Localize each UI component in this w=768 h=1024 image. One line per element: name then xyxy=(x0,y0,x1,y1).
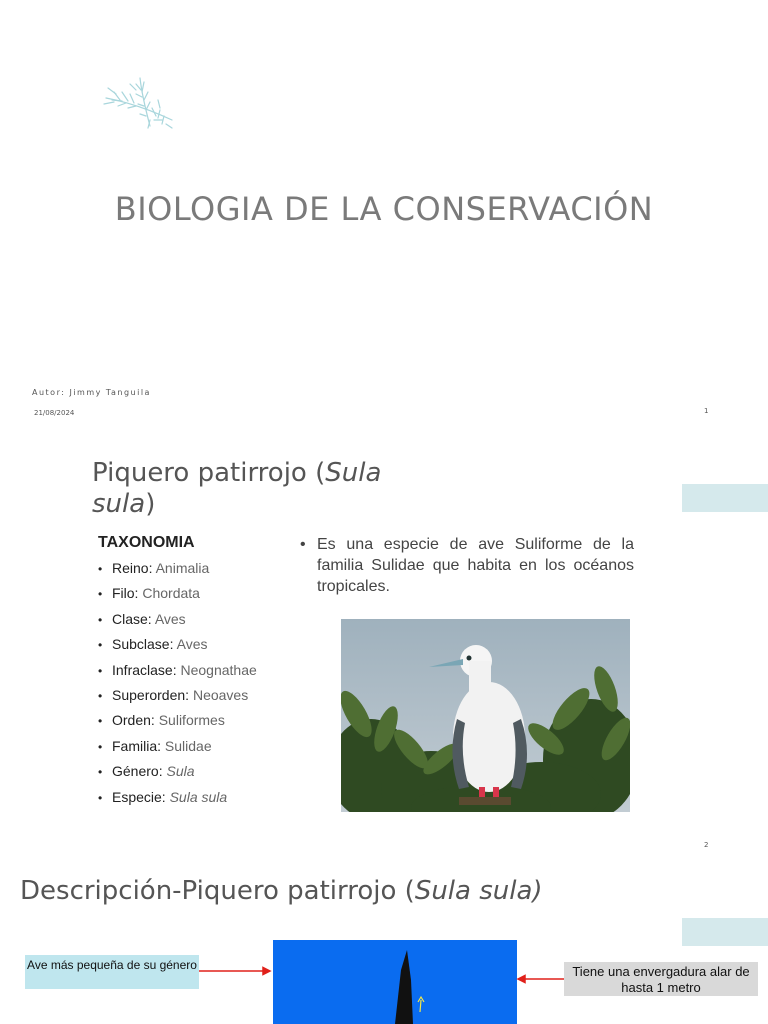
booby-silhouette-photo xyxy=(273,940,517,1024)
taxonomy-label: Infraclase: xyxy=(112,661,177,678)
title-italic-text: Sula sula xyxy=(92,458,382,519)
title-text: Piquero patirrojo ( xyxy=(92,458,326,488)
right-annotation-box: Tiene una envergadura alar de hasta 1 metro xyxy=(564,962,758,996)
bullet: • xyxy=(98,663,103,678)
taxonomy-label: Reino: xyxy=(112,560,153,576)
bullet: • xyxy=(98,739,103,754)
bullet: • xyxy=(98,638,103,653)
taxonomy-value: Neognathae xyxy=(180,661,257,678)
left-arrow-head xyxy=(263,968,270,975)
list-item xyxy=(98,683,257,708)
title-italic-text: Sula sula) xyxy=(414,876,543,906)
bullet: • xyxy=(98,790,103,805)
taxonomy-label: Filo: xyxy=(112,585,139,602)
taxonomy-list xyxy=(98,556,257,810)
left-annotation-box: Ave más pequeña de su género xyxy=(25,955,199,989)
list-item xyxy=(98,607,257,632)
taxonomy-label: Especie: xyxy=(112,788,166,805)
list-item xyxy=(98,785,257,810)
taxonomy-value: Chordata xyxy=(142,585,200,602)
list-item xyxy=(98,632,257,657)
taxonomy-slide xyxy=(0,430,768,860)
accent-bar xyxy=(682,484,768,512)
taxonomy-value: Neoaves xyxy=(192,686,249,703)
taxonomy-label: Familia: xyxy=(112,737,162,754)
list-item xyxy=(98,759,257,784)
taxonomy-label: Subclase: xyxy=(112,636,174,653)
taxonomy-value: Suliformes xyxy=(158,712,225,729)
bullet: • xyxy=(98,612,103,627)
list-item xyxy=(98,658,257,683)
title-slide xyxy=(0,0,768,430)
taxonomy-label: Superorden: xyxy=(112,686,190,703)
title-text: Descripción-Piquero patirrojo ( xyxy=(20,876,415,906)
title-suffix-text: ) xyxy=(145,489,156,519)
bullet: • xyxy=(98,688,103,703)
date-label: 21/08/2024 xyxy=(34,409,75,417)
page-number: 1 xyxy=(704,407,709,415)
page-number: 2 xyxy=(704,841,709,849)
taxonomy-label: Clase: xyxy=(112,610,152,627)
red-footed-booby-photo xyxy=(341,619,630,812)
bullet: • xyxy=(300,536,306,553)
slide-title xyxy=(20,876,560,907)
right-arrow-head xyxy=(518,976,525,983)
author-label: Autor: Jimmy Tanguila xyxy=(32,388,151,397)
taxonomy-value: Sula xyxy=(166,763,195,780)
bullet: • xyxy=(98,714,103,729)
list-item xyxy=(98,734,257,759)
bullet: • xyxy=(98,587,103,602)
pine-branch-icon xyxy=(100,70,180,136)
description-slide xyxy=(0,860,768,1024)
list-item xyxy=(98,556,257,581)
slide-title: BIOLOGIA DE LA CONSERVACIÓN xyxy=(114,190,654,228)
taxonomy-value: Sulidae xyxy=(164,737,212,754)
taxonomy-value: Animalia xyxy=(155,560,210,576)
accent-bar xyxy=(682,918,768,946)
list-item xyxy=(98,581,257,606)
taxonomy-heading: TAXONOMIA xyxy=(98,534,195,551)
taxonomy-label: Orden: xyxy=(112,712,155,729)
slide-title xyxy=(92,458,452,520)
bullet: • xyxy=(98,765,103,780)
description-text: Es una especie de ave Suliforme de la familia Sulidae que habita en los océanos tropicales. xyxy=(317,536,634,595)
bullet: • xyxy=(98,562,103,576)
taxonomy-value: Sula sula xyxy=(169,788,228,805)
description-paragraph xyxy=(300,534,634,597)
taxonomy-label: Género: xyxy=(112,763,163,780)
taxonomy-value: Aves xyxy=(176,636,208,653)
taxonomy-value: Aves xyxy=(154,610,186,627)
list-item xyxy=(98,708,257,733)
